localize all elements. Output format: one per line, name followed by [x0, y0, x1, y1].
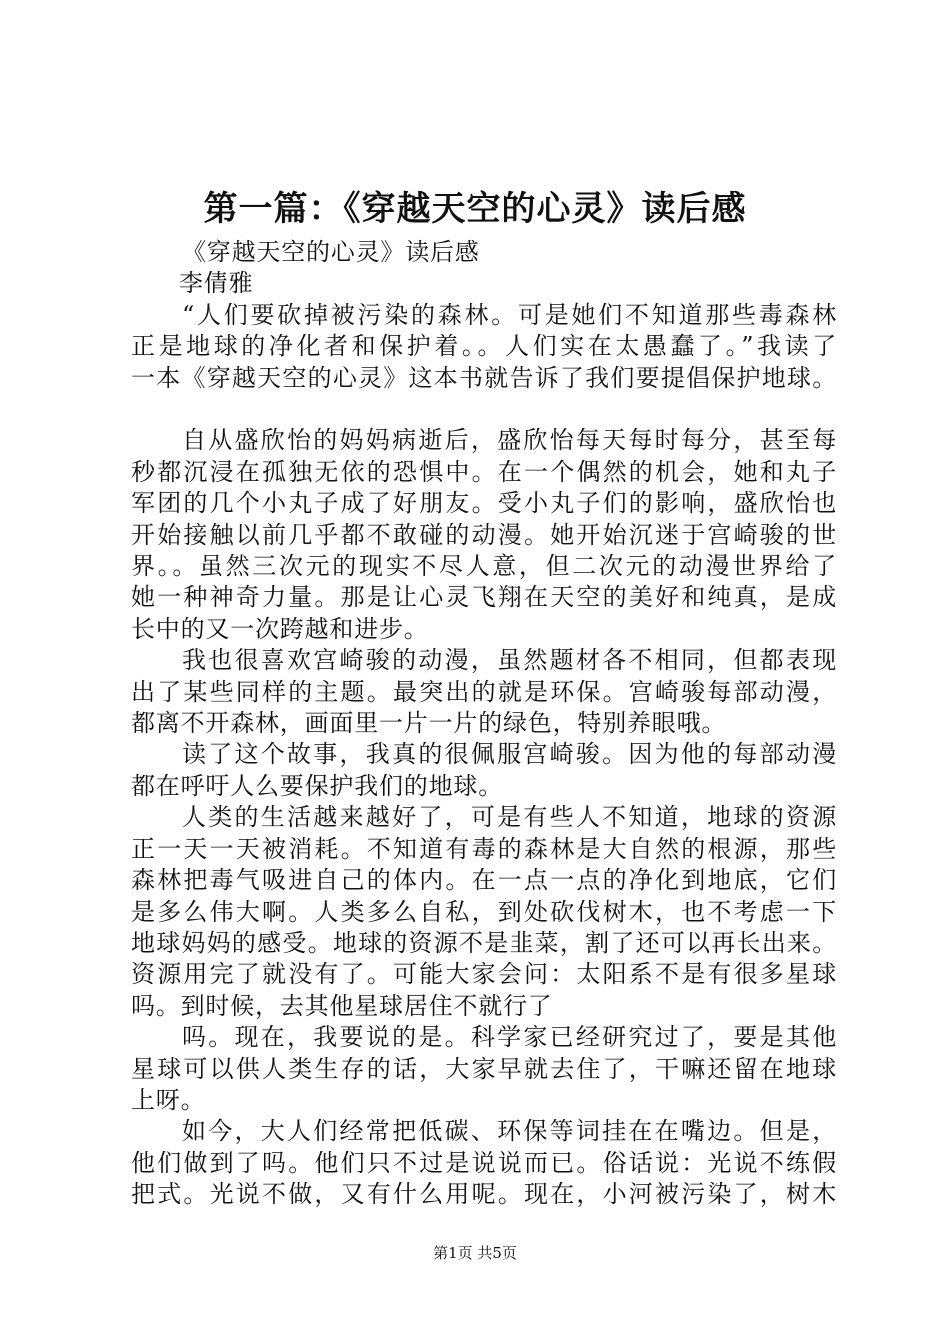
paragraph-line: 长中的又一次跨越和进步。	[131, 614, 429, 643]
paragraph-line: 正是地球的净化者和保护着。。人们实在太愚蠢了。”我读了	[131, 332, 837, 361]
paragraph-line: 自从盛欣怡的妈妈病逝后，盛欣怡每天每时每分，甚至每	[182, 426, 837, 455]
paragraph-line: 是多么伟大啊。人类多么自私，到处砍伐树木，也不考虑一下	[131, 897, 837, 926]
paragraph-line: 如今，大人们经常把低碳、环保等词挂在在嘴边。但是，	[182, 1117, 837, 1146]
paragraph-line: 都离不开森林，画面里一片一片的绿色，特别养眼哦。	[131, 709, 727, 738]
paragraph-line: 把式。光说不做，又有什么用呢。现在，小河被污染了，树木	[131, 1180, 837, 1209]
paragraph-line: 上呀。	[131, 1085, 206, 1114]
paragraph-spacer	[131, 394, 837, 425]
paragraph-line: 她一种神奇力量。那是让心灵飞翔在天空的美好和纯真，是成	[131, 583, 837, 612]
paragraph-line: 正一天一天被消耗。不知道有毒的森林是大自然的根源，那些	[131, 834, 837, 863]
author-name: 李倩雅	[179, 269, 254, 298]
paragraph-line: 都在呼吁人么要保护我们的地球。	[131, 771, 503, 800]
article-subtitle: 《穿越天空的心灵》读后感	[182, 238, 480, 266]
paragraph-line: 军团的几个小丸子成了好朋友。受小丸子们的影响，盛欣怡也	[131, 489, 837, 518]
article-body	[131, 237, 837, 1211]
paragraph-line: 星球可以供人类生存的话，大家早就去住了，干嘛还留在地球	[131, 1054, 837, 1083]
paragraph-line: 森林把毒气吸进自己的体内。在一点一点的净化到地底，它们	[131, 866, 837, 895]
paragraph-line: 吗。到时候，去其他星球居住不就行了	[131, 991, 553, 1020]
page-title: 第一篇：《穿越天空的心灵》读后感	[203, 189, 747, 229]
paragraph-line: “人们要砍掉被污染的森林。可是她们不知道那些毒森林	[182, 300, 837, 329]
paragraph-line: 一本《穿越天空的心灵》这本书就告诉了我们要提倡保护地球。	[131, 363, 837, 392]
paragraph-line: 人类的生活越来越好了，可是有些人不知道，地球的资源	[182, 803, 837, 832]
paragraph-line: 我也很喜欢宫崎骏的动漫，虽然题材各不相同，但都表现	[182, 646, 837, 675]
paragraph-line: 地球妈妈的感受。地球的资源不是韭菜，割了还可以再长出来。	[131, 928, 837, 957]
paragraph-line: 读了这个故事，我真的很佩服宫崎骏。因为他的每部动漫	[182, 740, 837, 769]
paragraph-line: 开始接触以前几乎都不敢碰的动漫。她开始沉迷于宫崎骏的世	[131, 520, 837, 549]
paragraph-line: 资源用完了就没有了。可能大家会问：太阳系不是有很多星球	[131, 960, 837, 989]
page-number-footer: 第1页 共5页	[433, 1244, 517, 1262]
paragraph-line: 秒都沉浸在孤独无依的恐惧中。在一个偶然的机会，她和丸子	[131, 457, 837, 486]
paragraph-line: 他们做到了吗。他们只不过是说说而已。俗话说：光说不练假	[131, 1148, 837, 1177]
paragraph-line: 界。。虽然三次元的现实不尽人意，但二次元的动漫世界给了	[131, 552, 837, 581]
paragraph-line: 出了某些同样的主题。最突出的就是环保。宫崎骏每部动漫，	[131, 677, 837, 706]
paragraph-line: 吗。现在，我要说的是。科学家已经研究过了，要是其他	[182, 1023, 837, 1052]
